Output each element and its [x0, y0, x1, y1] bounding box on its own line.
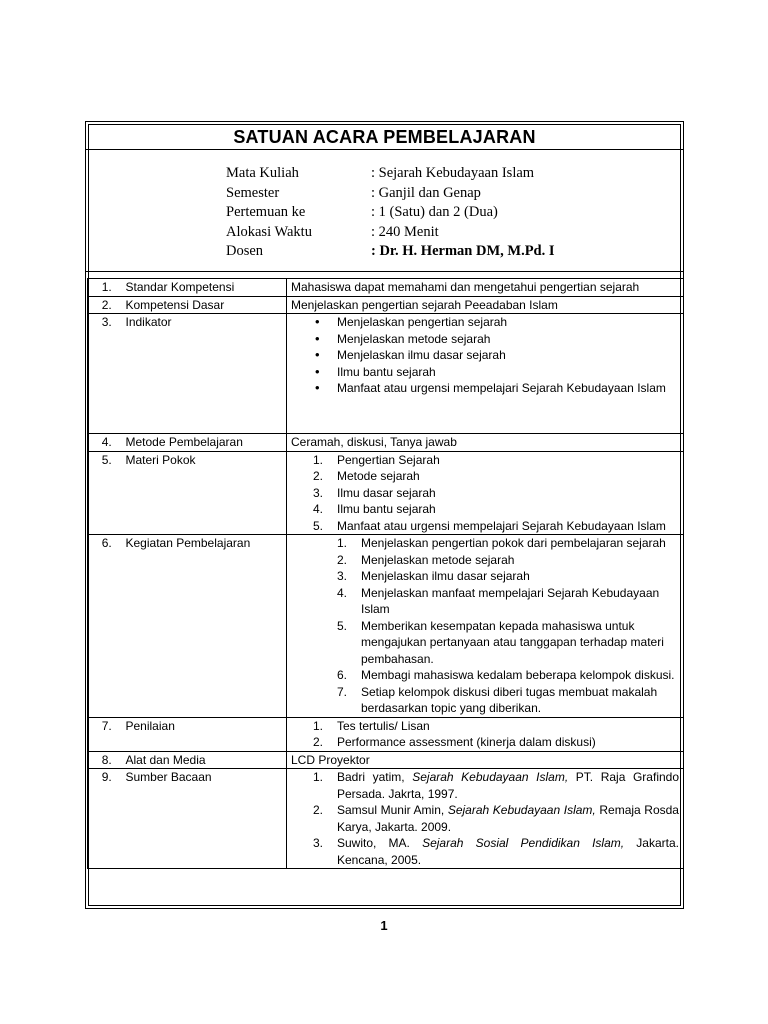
row-label: Alat dan Media: [126, 751, 287, 769]
table-row: [88, 279, 684, 297]
list-item: 3. Menjelaskan ilmu dasar sejarah: [361, 568, 679, 585]
row-content: LCD Proyektor: [287, 751, 684, 769]
table-row: [88, 751, 684, 769]
ref-title: Sejarah Kebudayaan Islam,: [412, 770, 569, 784]
info-value: : Sejarah Kebudayaan Islam: [371, 165, 535, 181]
list-item: 4. Menjelaskan manfaat mempelajari Sejarah Kebudayaan Islam: [361, 585, 679, 618]
document-title: SATUAN ACARA PEMBELAJARAN: [233, 127, 536, 147]
ref-title: Sejarah Sosial Pendidikan Islam,: [422, 836, 625, 850]
info-value: : 240 Menit: [371, 223, 439, 240]
row-content: Ceramah, diskusi, Tanya jawab: [287, 434, 684, 452]
row-number: 5.: [88, 451, 126, 535]
ref-publisher: Jakarta. Kencana, 2005.: [337, 836, 679, 867]
info-value: : 1 (Satu) dan 2 (Dua): [371, 204, 498, 220]
info-label: Pertemuan ke: [226, 204, 306, 220]
list-item: 7. Setiap kelompok diskusi diberi tugas membuat makalah berdasarkan topic yang diberikan.: [361, 684, 679, 717]
list-item: 2. Metode sejarah: [337, 468, 679, 485]
page-number: 1: [380, 918, 388, 933]
list-item: • Menjelaskan ilmu dasar sejarah: [337, 347, 679, 364]
row-number: 8.: [88, 751, 126, 769]
lesson-plan-table: [87, 278, 684, 869]
material-list: [291, 452, 679, 535]
list-item: • Menjelaskan metode sejarah: [337, 331, 679, 348]
ref-author: Samsul Munir Amin,: [337, 803, 448, 817]
list-item: 2. Performance assessment (kinerja dalam diskusi): [337, 734, 679, 751]
row-content: [287, 535, 684, 718]
info-label: Semester: [226, 184, 280, 201]
indicator-list: [291, 314, 679, 397]
document-frame: [85, 121, 684, 909]
row-label: Metode Pembelajaran: [126, 434, 287, 452]
table-row: [88, 769, 684, 869]
ref-author: Badri yatim,: [337, 770, 413, 784]
info-label: Alokasi Waktu: [226, 223, 312, 240]
list-item: 5. Manfaat atau urgensi mempelajari Sejarah Kebudayaan Islam: [337, 518, 679, 535]
list-item: 3. Ilmu dasar sejarah: [337, 485, 679, 502]
row-content: [287, 717, 684, 751]
list-item: 1. Tes tertulis/ Lisan: [337, 718, 679, 735]
row-content: [287, 451, 684, 535]
info-value: : Dr. H. Herman DM, M.Pd. I: [371, 243, 555, 259]
info-label: Mata Kuliah: [226, 165, 299, 181]
list-item: 1. Pengertian Sejarah: [337, 452, 679, 469]
row-number: 4.: [88, 434, 126, 452]
row-number: 2.: [88, 296, 126, 314]
row-number: 6.: [88, 535, 126, 718]
table-row: [88, 717, 684, 751]
list-item: • Ilmu bantu sejarah: [337, 364, 679, 381]
row-content: Menjelaskan pengertian sejarah Peeadaban Islam: [287, 296, 684, 314]
row-label: Sumber Bacaan: [126, 769, 287, 869]
row-content: [287, 769, 684, 869]
row-number: 1.: [88, 279, 126, 297]
row-label: Kompetensi Dasar: [126, 296, 287, 314]
row-label: Kegiatan Pembelajaran: [126, 535, 287, 718]
list-item: 6. Membagi mahasiswa kedalam beberapa kelompok diskusi.: [361, 667, 679, 684]
row-label: Indikator: [126, 314, 287, 434]
reference-item: [337, 802, 679, 835]
row-label: Standar Kompetensi: [126, 279, 287, 297]
list-item: 2. Menjelaskan metode sejarah: [361, 552, 679, 569]
ref-title: Sejarah Kebudayaan Islam,: [447, 803, 596, 817]
table-row: [88, 296, 684, 314]
activity-list: [291, 535, 679, 717]
title-divider: [86, 149, 683, 150]
reference-item: [337, 769, 679, 802]
list-item: • Menjelaskan pengertian sejarah: [337, 314, 679, 331]
info-label: Dosen: [226, 243, 264, 259]
table-row: [88, 535, 684, 718]
table-row: [88, 434, 684, 452]
ref-publisher: Remaja Rosda Karya, Jakarta. 2009.: [337, 803, 679, 834]
ref-publisher: PT. Raja Grafindo Persada. Jakrta, 1997.: [337, 770, 680, 801]
table-row: [88, 451, 684, 535]
row-content: Mahasiswa dapat memahami dan mengetahui pengertian sejarah: [287, 279, 684, 297]
ref-author: Suwito, MA.: [337, 836, 423, 850]
row-label: Penilaian: [126, 717, 287, 751]
info-value: : Ganjil dan Genap: [371, 184, 481, 201]
row-content: [287, 314, 684, 434]
assessment-list: [291, 718, 679, 751]
row-label: Materi Pokok: [126, 451, 287, 535]
info-divider: [86, 271, 683, 272]
row-number: 7.: [88, 717, 126, 751]
list-item: 4. Ilmu bantu sejarah: [337, 501, 679, 518]
table-row: [88, 314, 684, 434]
list-item: • Manfaat atau urgensi mempelajari Sejarah Kebudayaan Islam: [337, 380, 679, 397]
list-item: 5. Memberikan kesempatan kepada mahasiswa untuk mengajukan pertanyaan atau tanggapan terhadap materi pembahasan.: [361, 618, 679, 668]
row-number: 9.: [88, 769, 126, 869]
reference-item: [337, 835, 679, 868]
list-item: 1. Menjelaskan pengertian pokok dari pembelajaran sejarah: [361, 535, 679, 552]
row-number: 3.: [88, 314, 126, 434]
reference-list: [291, 769, 679, 868]
